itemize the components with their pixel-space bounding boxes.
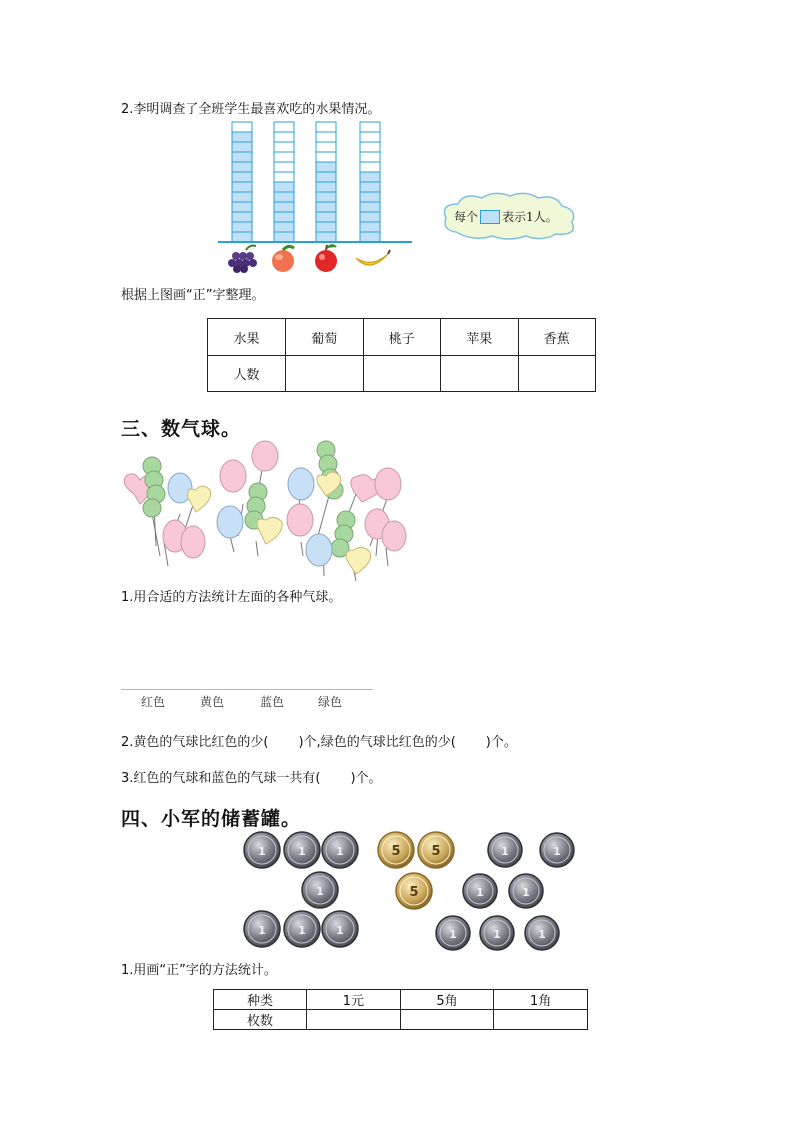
coin-1jiao <box>540 833 574 867</box>
bar-cell-filled <box>232 182 252 192</box>
coin-tally-table <box>213 989 588 1030</box>
fruit-header-cell: 水果 <box>208 319 286 356</box>
bar-cell-filled <box>274 232 294 242</box>
blue-balloon <box>217 506 243 538</box>
count-cell-grapes[interactable] <box>286 356 364 392</box>
bar-cell-empty <box>316 122 336 132</box>
bar-cell-filled <box>360 232 380 242</box>
coin-1jiao <box>436 916 470 950</box>
bar-cell-filled <box>232 202 252 212</box>
bar-cell-filled <box>316 182 336 192</box>
coin-denomination-label: 1 <box>553 845 561 858</box>
count-cell-banana[interactable] <box>518 356 596 392</box>
bar-cell-filled <box>316 192 336 202</box>
grapes-icon <box>228 246 257 274</box>
coin-1jiao <box>463 874 497 908</box>
balloon-question-1: 1.用合适的方法统计左面的各种气球。 <box>121 590 342 605</box>
pink-balloon <box>220 460 246 492</box>
coin-count-1jiao[interactable] <box>494 1010 588 1030</box>
bar-cell-filled <box>232 172 252 182</box>
q3-part-a: 3.红色的气球和蓝色的气球一共有( <box>121 771 321 786</box>
q3-part-b: )个。 <box>350 771 382 786</box>
coin-denomination-label: 1 <box>298 924 306 937</box>
color-label-green: 绿色 <box>318 695 343 709</box>
color-label-red: 红色 <box>141 695 166 709</box>
count-row-label: 人数 <box>208 356 286 392</box>
pink-balloon <box>181 526 205 558</box>
bar-cell-empty <box>316 132 336 142</box>
bar-cell-filled <box>360 192 380 202</box>
coin-denomination-label: 5 <box>391 844 401 859</box>
pink-balloon <box>252 441 278 471</box>
coin-denomination-label: 1 <box>538 928 546 941</box>
coin-1jiao <box>525 916 559 950</box>
bar-cell-filled <box>274 192 294 202</box>
legend-square <box>480 210 500 224</box>
legend-suffix: 表示1人。 <box>502 210 558 224</box>
coin-type-1yuan: 1元 <box>307 990 401 1010</box>
bar-cell-empty <box>232 122 252 132</box>
bar-cell-filled <box>232 222 252 232</box>
coin-1yuan <box>322 832 358 868</box>
bar-cell-filled <box>360 182 380 192</box>
coin-1yuan <box>322 911 358 947</box>
fruit-cell-peach: 桃子 <box>363 319 441 356</box>
coin-denomination-label: 1 <box>493 928 501 941</box>
color-label-blue: 蓝色 <box>260 695 285 709</box>
q2-part-b: )个,绿色的气球比红色的少( <box>298 735 456 750</box>
coin-1jiao <box>488 833 522 867</box>
yellow-heart-balloon <box>257 517 282 544</box>
coin-denomination-label: 1 <box>501 845 509 858</box>
yellow-heart-balloon <box>188 486 211 512</box>
bar-cell-filled <box>232 142 252 152</box>
bar-苹果 <box>316 122 336 242</box>
coin-1yuan <box>284 832 320 868</box>
blue-balloon <box>288 468 314 500</box>
apple-icon <box>315 245 337 272</box>
coin-denomination-label: 1 <box>336 845 344 858</box>
bar-cell-filled <box>232 152 252 162</box>
coin-question-1: 1.用画“正”字的方法统计。 <box>121 963 277 978</box>
bar-cell-filled <box>360 202 380 212</box>
bar-cell-filled <box>274 212 294 222</box>
bar-cell-empty <box>274 142 294 152</box>
coin-1jiao <box>509 874 543 908</box>
bar-cell-filled <box>360 222 380 232</box>
count-cell-peach[interactable] <box>363 356 441 392</box>
legend-text <box>454 208 558 225</box>
bar-cell-filled <box>316 212 336 222</box>
banana-icon <box>356 250 390 265</box>
bar-cell-empty <box>360 142 380 152</box>
coin-denomination-label: 1 <box>522 886 530 899</box>
coin-denomination-label: 1 <box>316 885 324 898</box>
bar-cell-filled <box>316 222 336 232</box>
instruction-text: 根据上图画“正”字整理。 <box>121 288 265 303</box>
coin-denomination-label: 5 <box>409 885 419 900</box>
fruit-cell-apple: 苹果 <box>441 319 519 356</box>
section-three-heading: 三、数气球。 <box>121 418 242 440</box>
bar-cell-empty <box>274 122 294 132</box>
balloon-illustration <box>118 436 413 586</box>
balloon-question-3 <box>121 767 382 786</box>
section-four-heading: 四、小军的储蓄罐。 <box>121 808 302 830</box>
coin-count-row-label: 枚数 <box>214 1010 307 1030</box>
coin-5jiao <box>378 832 414 868</box>
bar-cell-filled <box>316 232 336 242</box>
bar-cell-empty <box>360 132 380 142</box>
bar-cell-filled <box>274 202 294 212</box>
count-cell-apple[interactable] <box>441 356 519 392</box>
tally-baseline <box>121 689 373 690</box>
block-bar-chart <box>210 118 425 278</box>
bar-cell-empty <box>360 152 380 162</box>
peach-icon <box>272 246 294 272</box>
coin-1jiao <box>480 916 514 950</box>
bar-cell-empty <box>274 162 294 172</box>
bar-cell-empty <box>316 142 336 152</box>
bar-葡萄 <box>232 122 252 242</box>
bar-cell-empty <box>274 152 294 162</box>
q2-part-a: 2.黄色的气球比红色的少( <box>121 735 269 750</box>
fruit-cell-banana: 香蕉 <box>518 319 596 356</box>
bar-香蕉 <box>360 122 380 242</box>
bar-cell-filled <box>360 212 380 222</box>
bar-cell-filled <box>316 202 336 212</box>
q2-part-c: )个。 <box>485 735 517 750</box>
bar-cell-empty <box>360 122 380 132</box>
bar-cell-filled <box>274 182 294 192</box>
coin-5jiao <box>396 873 432 909</box>
bar-cell-empty <box>316 152 336 162</box>
legend-prefix: 每个 <box>454 210 479 224</box>
coin-header-cell: 种类 <box>214 990 307 1010</box>
coin-denomination-label: 1 <box>258 845 266 858</box>
coin-illustration <box>240 828 580 952</box>
pink-balloon <box>382 521 406 551</box>
bar-cell-filled <box>232 232 252 242</box>
yellow-heart-balloon <box>346 547 371 574</box>
coin-count-1yuan[interactable] <box>307 1010 401 1030</box>
bar-cell-empty <box>360 162 380 172</box>
bar-cell-filled <box>232 132 252 142</box>
bar-cell-filled <box>232 192 252 202</box>
coin-denomination-label: 1 <box>449 928 457 941</box>
coin-denomination-label: 1 <box>258 924 266 937</box>
coin-1yuan <box>284 911 320 947</box>
color-label-yellow: 黄色 <box>200 695 225 709</box>
question-title: 2.李明调查了全班学生最喜欢吃的水果情况。 <box>121 102 381 117</box>
coin-type-1jiao: 1角 <box>494 990 588 1010</box>
fruit-cell-grapes: 葡萄 <box>286 319 364 356</box>
bar-cell-filled <box>232 212 252 222</box>
bar-桃子 <box>274 122 294 242</box>
bar-cell-filled <box>360 172 380 182</box>
bar-cell-empty <box>274 172 294 182</box>
coin-denomination-label: 5 <box>431 844 441 859</box>
coin-denomination-label: 1 <box>476 886 484 899</box>
coin-1yuan <box>244 832 280 868</box>
coin-1yuan <box>244 911 280 947</box>
pink-balloon <box>287 504 313 536</box>
coin-1yuan <box>302 872 338 908</box>
bar-cell-filled <box>316 162 336 172</box>
balloon-question-2 <box>121 731 517 750</box>
fruit-tally-table <box>207 318 596 392</box>
coin-denomination-label: 1 <box>336 924 344 937</box>
blue-balloon <box>306 534 332 566</box>
bar-cell-empty <box>274 132 294 142</box>
pink-balloon <box>375 468 401 500</box>
bar-cell-filled <box>274 222 294 232</box>
coin-count-5jiao[interactable] <box>400 1010 494 1030</box>
coin-type-5jiao: 5角 <box>400 990 494 1010</box>
bar-cell-filled <box>316 172 336 182</box>
coin-denomination-label: 1 <box>298 845 306 858</box>
coin-5jiao <box>418 832 454 868</box>
bar-cell-filled <box>232 162 252 172</box>
